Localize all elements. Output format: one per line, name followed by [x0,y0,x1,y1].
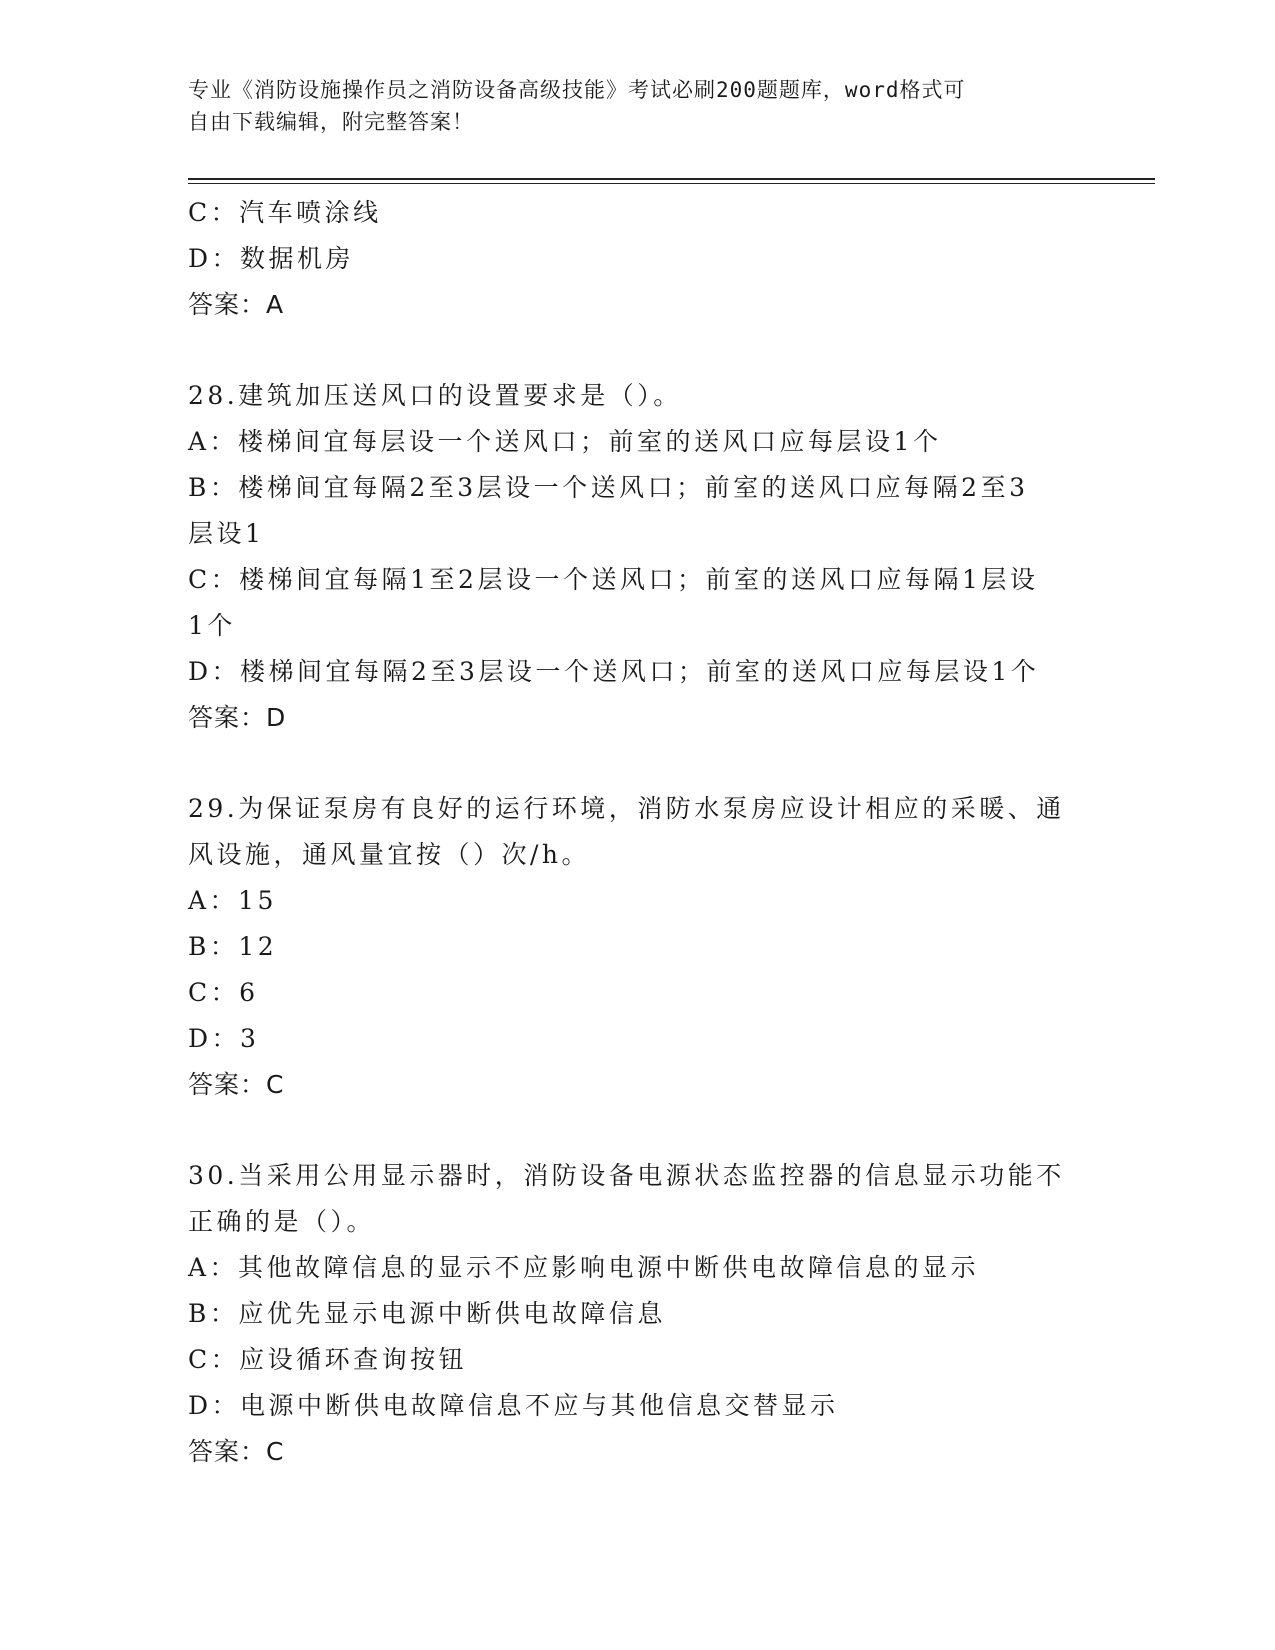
q29-answer: 答案：C [188,1070,285,1099]
header-title-line-1: 专业《消防设施操作员之消防设备高级技能》考试必刷200题题库，word格式可 [188,78,966,102]
q29-stem-line-2: 风设施，通风量宜按（）次/h。 [188,840,591,869]
q29-option-d: D：3 [188,1024,260,1053]
q28-option-b-line-1: B：楼梯间宜每隔2至3层设一个送风口；前室的送风口应每隔2至3 [188,473,1029,502]
question-list [188,190,1068,1475]
document-header [188,74,1088,138]
question-28 [188,373,1068,741]
q29-option-c: C：6 [188,978,259,1007]
q29-option-b: B：12 [188,932,278,961]
header-divider-thick [188,178,1155,180]
prev-option-c: C：汽车喷涂线 [188,198,382,227]
q28-option-b-line-2: 层设1 [188,519,265,548]
prev-answer: 答案：A [188,290,285,319]
q28-stem: 28.建筑加压送风口的设置要求是（）。 [188,381,682,410]
q28-option-d: D：楼梯间宜每隔2至3层设一个送风口；前室的送风口应每层设1个 [188,657,1040,686]
header-title-line-2: 自由下载编辑，附完整答案！ [188,110,474,134]
q30-option-c: C：应设循环查询按钮 [188,1345,468,1374]
q28-option-c-line-1: C：楼梯间宜每隔1至2层设一个送风口；前室的送风口应每隔1层设 [188,565,1039,594]
q30-option-a: A：其他故障信息的显示不应影响电源中断供电故障信息的显示 [188,1253,980,1282]
q30-option-d: D：电源中断供电故障信息不应与其他信息交替显示 [188,1391,839,1420]
q28-option-c-line-2: 1个 [188,611,236,640]
prev-option-d: D：数据机房 [188,244,355,273]
q28-answer: 答案：D [188,703,287,732]
spacer [188,328,1068,373]
q29-stem-line-1: 29.为保证泵房有良好的运行环境，消防水泵房应设计相应的采暖、通 [188,794,1065,823]
q30-stem-line-1: 30.当采用公用显示器时，消防设备电源状态监控器的信息显示功能不 [188,1161,1065,1190]
question-30 [188,1153,1068,1475]
q30-stem-line-2: 正确的是（）。 [188,1207,376,1236]
q28-option-a: A：楼梯间宜每层设一个送风口；前室的送风口应每层设1个 [188,427,942,456]
q30-answer: 答案：C [188,1437,285,1466]
q30-option-b: B：应优先显示电源中断供电故障信息 [188,1299,666,1328]
spacer [188,741,1068,786]
spacer [188,1108,1068,1153]
question-29 [188,786,1068,1108]
header-divider-thin [188,183,1155,184]
q29-option-a: A：15 [188,886,277,915]
